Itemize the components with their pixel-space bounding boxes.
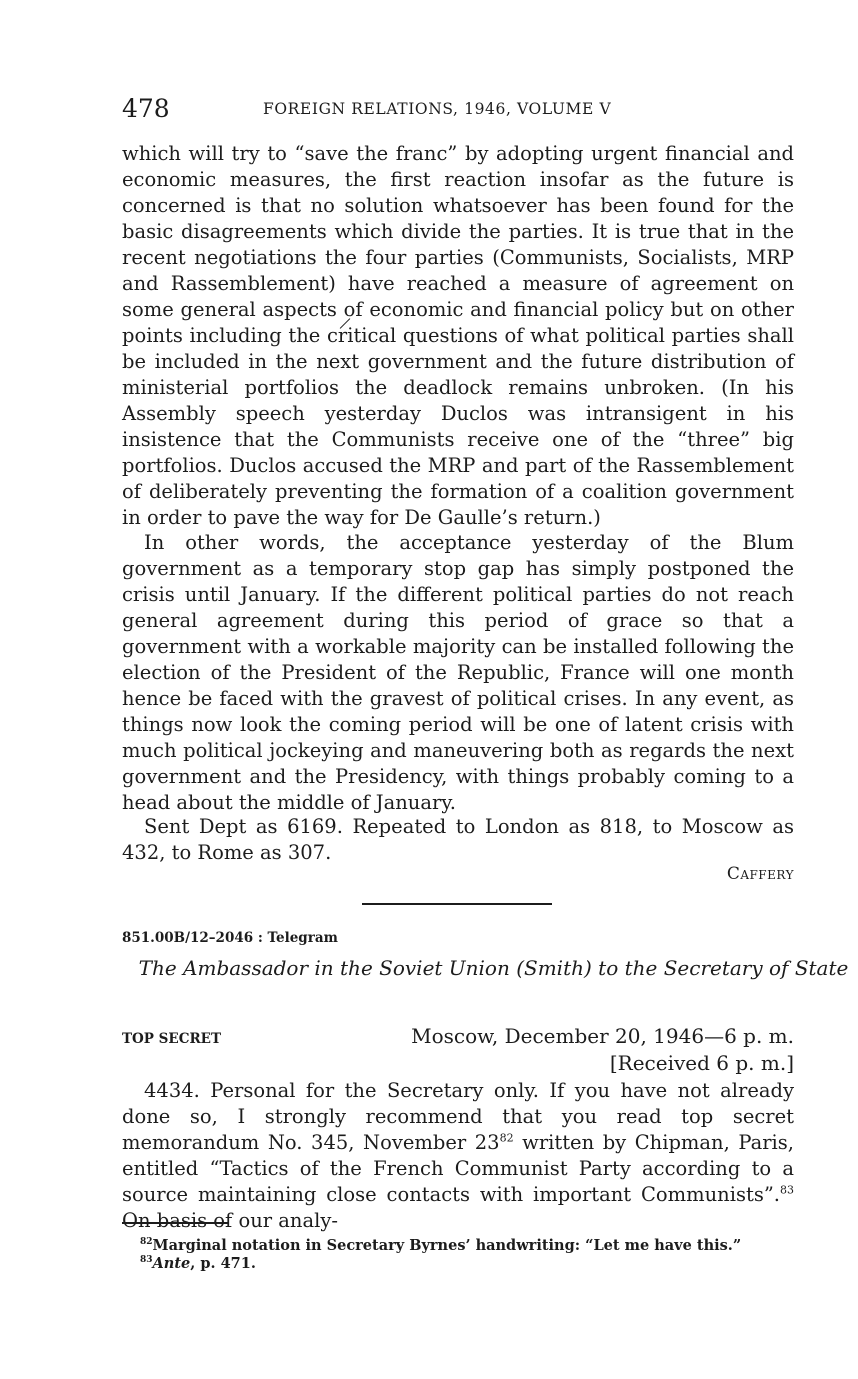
footnote-83 — [140, 1255, 256, 1272]
footnote-divider — [122, 1222, 228, 1224]
footnote-ref-83: 83 — [780, 1183, 794, 1197]
running-title: FOREIGN RELATIONS, 1946, VOLUME V — [263, 100, 612, 118]
dateline: Moscow, December 20, 1946—6 p. m. — [411, 1024, 794, 1048]
footnote-mark: 82 — [140, 1237, 153, 1248]
telegram-body-a: 4434. Personal for the Secretary only. If you have not already done so, I strongly recommend that you read top secret memorandum No. 345, November 23 — [122, 1079, 794, 1154]
dateline-block — [411, 1023, 794, 1077]
paragraph-2: In other words, the acceptance yesterday of the Blum government as a temporary stop gap has simply postponed the crisis until January. If the different political parties do not reach general agreement during this period of grace so that a government with a workable majority can be installed following the election of the President of the Republic, France will one month hence be faced with the gravest of political crises. In any event, as things now look the coming period will be one of latent crisis with much political jockeying and maneuvering both as regards the next government and the Presidency, with things probably coming to a head about the middle of January. — [122, 531, 794, 814]
footnote-text: Marginal notation in Secretary Byrnes’ handwriting: “Let me have this.” — [152, 1237, 742, 1254]
telegram-body-c: On basis of our analy- — [122, 1209, 338, 1232]
paragraph-1: which will try to “save the franc” by adopting urgent financial and economic measures, the first reaction insofar as the future is concerned is that no solution whatsoever has been found for the basic disagreements which divide the parties. It is true that in the recent negotiations the four parties (Communists, Socialists, MRP and Rassemblement) have reached a measure of agreement on some general aspects of economic and financial policy but on other points including the critical questions of what political parties shall be included in the next government and the future distribution of ministerial portfolios the deadlock remains unbroken. (In his Assembly speech yesterday Duclos was intransigent in his insistence that the Communists receive one of the “three” big portfolios. Duclos accused the MRP and part of the Rassemblement of deliberately preventing the formation of a coalition government in order to pave the way for De Gaulle’s return.) — [122, 142, 794, 529]
classification: TOP SECRET — [122, 1031, 221, 1047]
paragraph-3: Sent Dept as 6169. Repeated to London as 818, to Moscow as 432, to Rome as 307. — [122, 815, 794, 864]
telegram-body-b: written by Chipman, Paris, entitled “Tactics of the French Communist Party according to a source maintaining close contacts with important Communists”. — [122, 1131, 794, 1206]
footnote-text: , p. 471. — [190, 1255, 256, 1272]
page-number: 478 — [122, 94, 170, 123]
footnote-mark: 83 — [140, 1255, 153, 1266]
received-line: [Received 6 p. m.] — [609, 1051, 794, 1075]
signature: Caffery — [726, 864, 794, 884]
footnote-italic: Ante — [152, 1255, 191, 1272]
section-divider — [362, 903, 552, 905]
footnote-82 — [140, 1237, 741, 1254]
telegram-body — [122, 1078, 794, 1234]
document-title: The Ambassador in the Soviet Union (Smith) to the Secretary of State — [138, 956, 849, 980]
footnote-ref-82: 82 — [499, 1131, 514, 1145]
file-reference: 851.00B/12–2046 : Telegram — [122, 930, 338, 946]
